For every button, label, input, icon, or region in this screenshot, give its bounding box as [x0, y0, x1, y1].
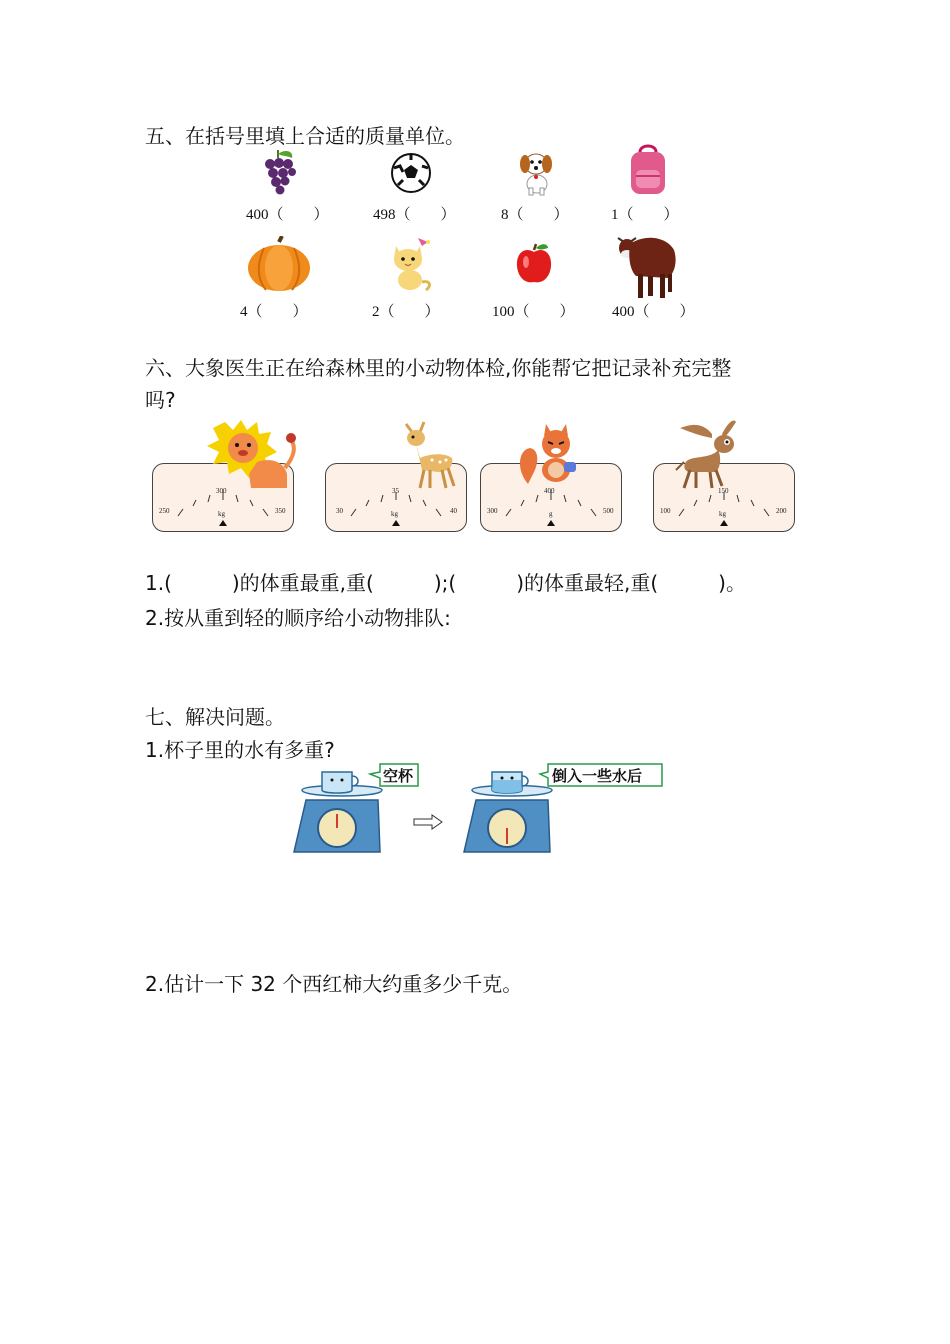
pointer-icon — [720, 520, 728, 526]
section7-question-2: 2.估计一下 32 个西红柿大约重多少千克。 — [145, 972, 523, 996]
section6-title-cont: 吗? — [145, 388, 176, 412]
soccer-ball-icon — [390, 152, 432, 194]
scale-unit: g — [549, 510, 553, 518]
grapes-icon — [258, 148, 298, 196]
unit-label: 400（ ） — [246, 207, 329, 223]
cow-icon — [614, 230, 680, 300]
scale-right-tick: 350 — [275, 507, 286, 515]
scale-left-tick: 300 — [487, 507, 498, 515]
puppy-icon — [516, 148, 558, 196]
bubble-empty-cup: 空杯 — [383, 767, 414, 785]
scale-right-tick: 200 — [776, 507, 787, 515]
scale-unit: kg — [719, 510, 726, 518]
unit-label: 2（ ） — [372, 304, 440, 320]
scale-left-tick: 100 — [660, 507, 671, 515]
deer-icon — [398, 418, 462, 492]
pointer-icon — [392, 520, 400, 526]
kitten-icon — [388, 236, 436, 294]
unit-label: 100（ ） — [492, 304, 575, 320]
squirrel-icon — [516, 420, 586, 486]
unit-label: 1（ ） — [611, 207, 679, 223]
section7-question-1: 1.杯子里的水有多重? — [145, 738, 335, 762]
pumpkin-icon — [246, 236, 312, 292]
apple-icon — [514, 242, 554, 286]
pointer-icon — [547, 520, 555, 526]
backpack-icon — [626, 144, 670, 196]
donkey-icon — [672, 418, 742, 492]
scale-right-tick: 40 — [450, 507, 457, 515]
scale-center-tick: 150 — [718, 487, 729, 495]
kitchen-scale-empty — [290, 760, 430, 856]
unit-label: 498（ ） — [373, 207, 456, 223]
kitchen-scale-water — [460, 760, 670, 856]
lion-icon — [197, 418, 303, 492]
section5-title: 五、在括号里填上合适的质量单位。 — [145, 124, 465, 148]
arrow-right-icon — [412, 813, 444, 831]
scale-unit: kg — [391, 510, 398, 518]
scale-center-tick: 35 — [392, 487, 399, 495]
scale-left-tick: 30 — [336, 507, 343, 515]
section6-question-1: 1.( )的体重最重,重( );( )的体重最轻,重( )。 — [145, 571, 746, 595]
scale-left-tick: 250 — [159, 507, 170, 515]
unit-label: 4（ ） — [240, 304, 308, 320]
scale-right-tick: 500 — [603, 507, 614, 515]
scale-center-tick: 300 — [216, 487, 227, 495]
scale-unit: kg — [218, 510, 225, 518]
scale-center-tick: 400 — [544, 487, 555, 495]
unit-label: 8（ ） — [501, 207, 569, 223]
bubble-water-cup: 倒入一些水后 — [552, 767, 643, 785]
section6-title: 六、大象医生正在给森林里的小动物体检,你能帮它把记录补充完整 — [145, 356, 732, 380]
section7-title: 七、解决问题。 — [145, 705, 285, 729]
unit-label: 400（ ） — [612, 304, 695, 320]
pointer-icon — [219, 520, 227, 526]
section6-question-2: 2.按从重到轻的顺序给小动物排队: — [145, 606, 451, 630]
